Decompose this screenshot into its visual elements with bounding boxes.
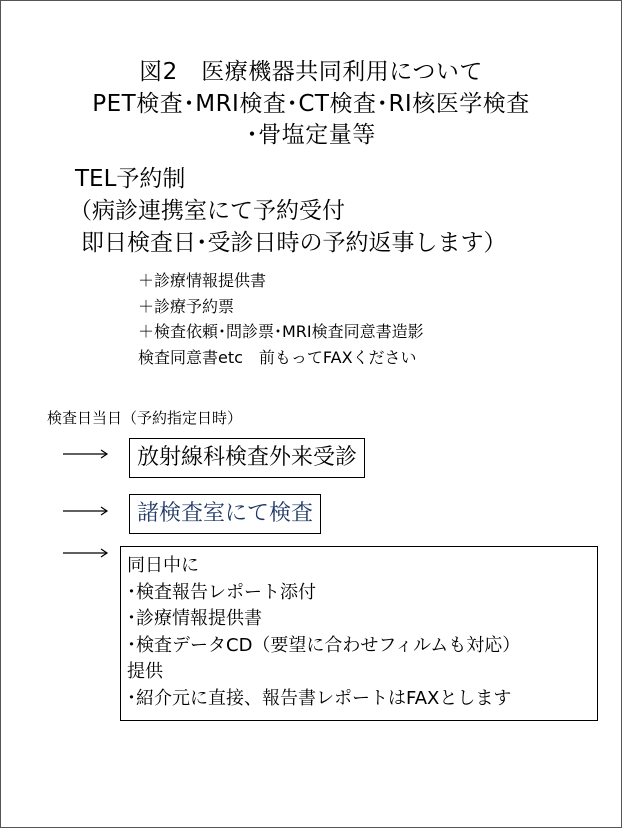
arrow-right-icon [63, 546, 109, 560]
document-item: ＋検査依頼･問診票･MRI検査同意書造影 [138, 322, 424, 341]
arrow-right-icon [63, 447, 109, 461]
document-item: 検査同意書etc 前もってFAXください [138, 348, 417, 367]
document-item: ＋診療予約票 [138, 297, 235, 316]
arrow-right-icon [63, 504, 109, 518]
results-line: 提供 [127, 661, 163, 682]
results-line: ･検査データCD（要望に合わせフィルムも対応） [127, 634, 521, 656]
title-line-1: 図2 医療機器共同利用について [139, 59, 483, 85]
reservation-line-1: TEL予約制 [75, 166, 186, 192]
results-box [120, 546, 598, 721]
document-item: ＋診療情報提供書 [138, 271, 267, 290]
title-line-3: ･骨塩定量等 [246, 122, 376, 148]
reservation-line-2: （病診連携室にて予約受付 [69, 198, 345, 224]
step-box-exam-room: 諸検査室にて検査 [129, 494, 321, 534]
results-line: ･検査報告レポート添付 [127, 581, 316, 603]
results-line: ･診療情報提供書 [127, 608, 262, 629]
step-box-radiology: 放射線科検査外来受診 [129, 438, 365, 478]
results-line: ･紹介元に直接、報告書レポートはFAXとします [127, 687, 512, 709]
reservation-line-3: 即日検査日･受診日時の予約返事します） [81, 230, 507, 256]
title-line-2: PET検査･MRI検査･CT検査･RI核医学検査 [92, 91, 530, 117]
results-line: 同日中に [127, 555, 199, 576]
exam-day-heading: 検査日当日（予約指定日時） [47, 409, 243, 427]
